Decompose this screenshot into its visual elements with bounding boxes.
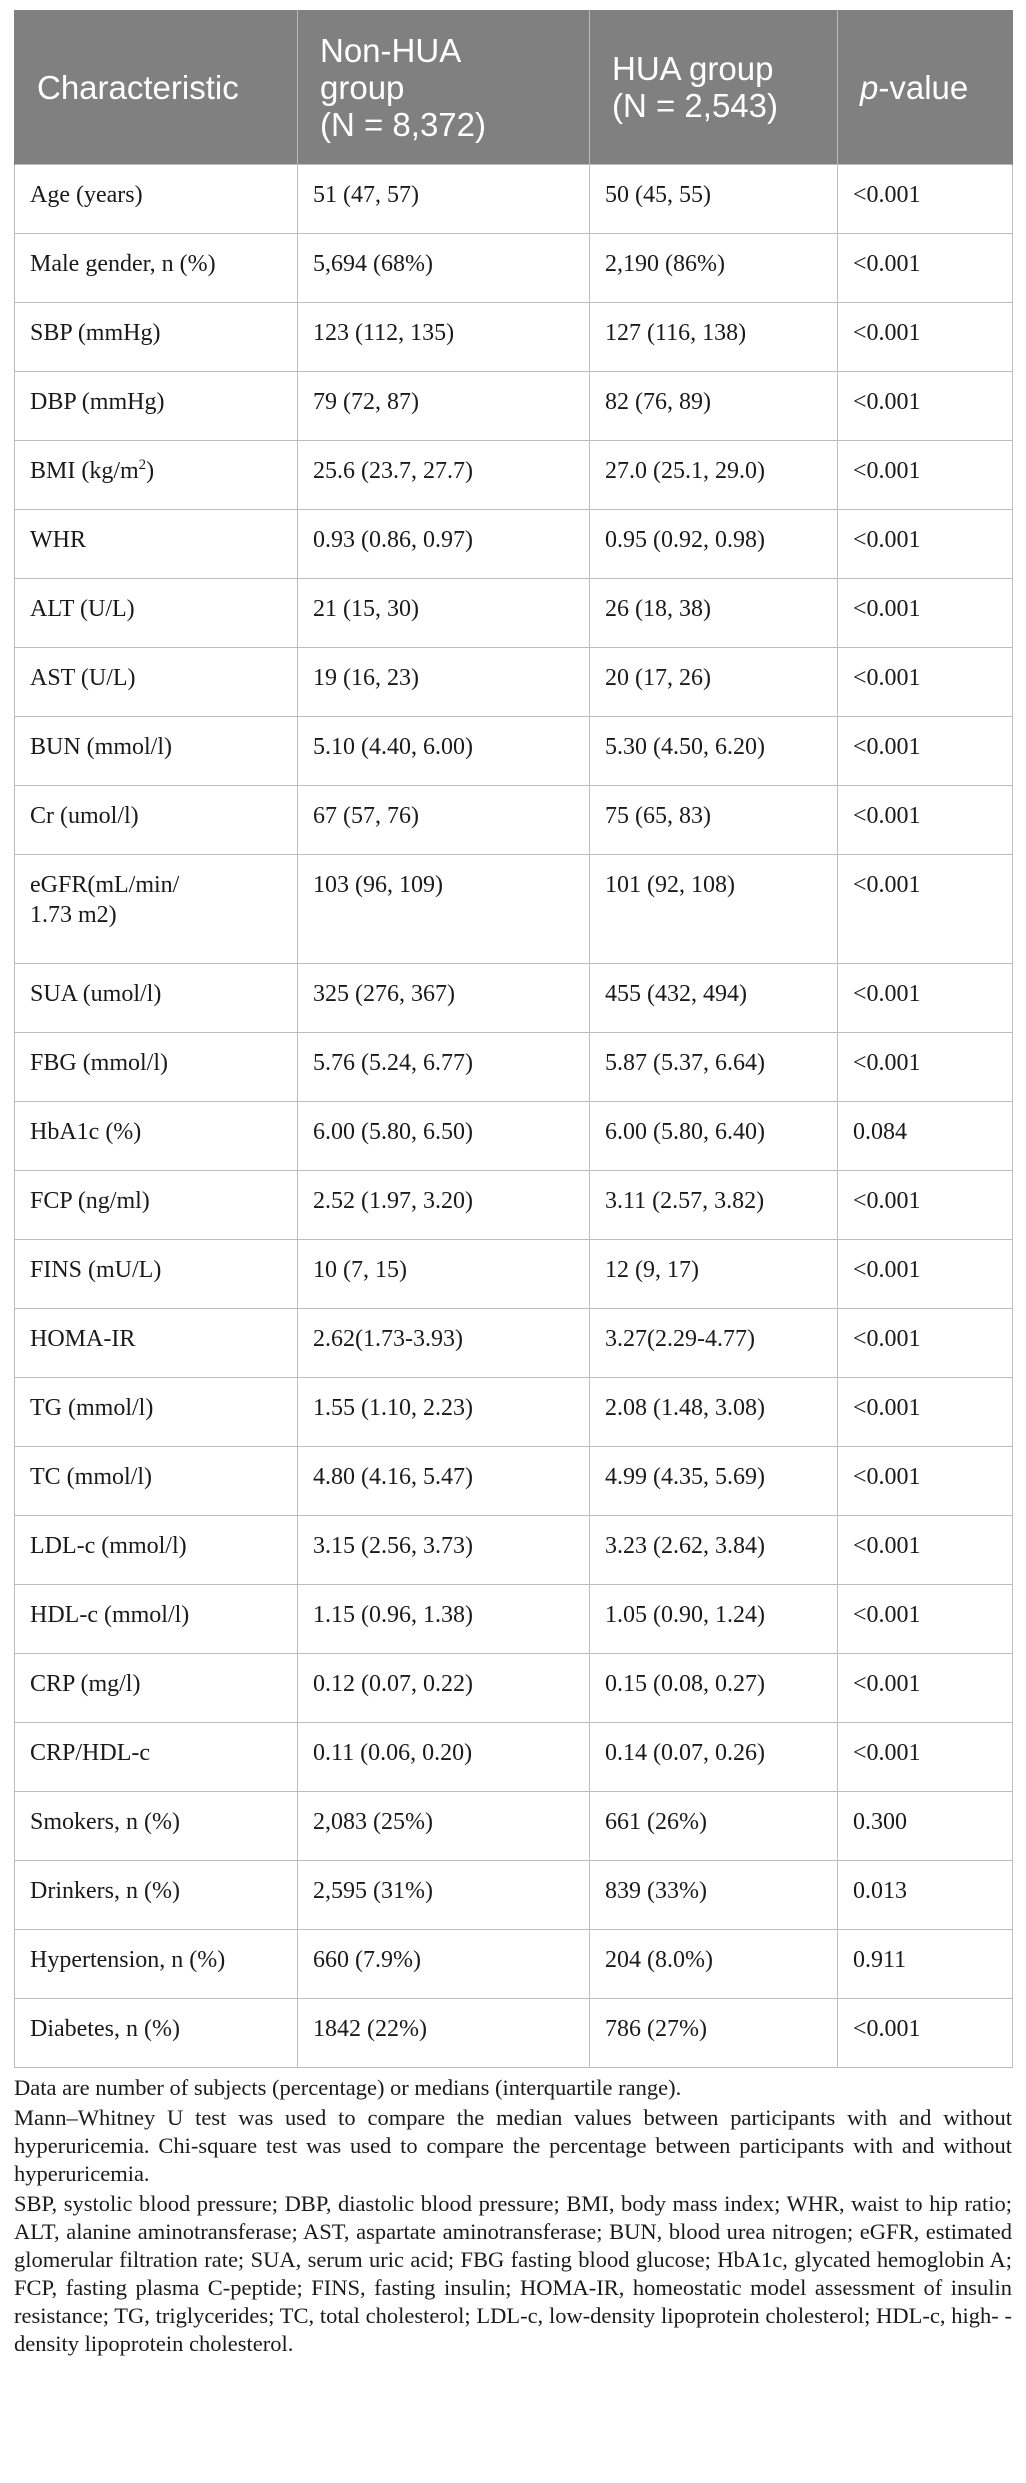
row-label-cell (15, 1792, 298, 1861)
row-label-cell (15, 1378, 298, 1447)
non-hua-value-cell: 5.10 (4.40, 6.00) (298, 717, 590, 786)
table-row (15, 579, 1013, 648)
p-value-cell: <0.001 (838, 1723, 1013, 1792)
row-label-cell (15, 510, 298, 579)
hua-value-cell: 786 (27%) (590, 1999, 838, 2068)
hua-value-cell: 1.05 (0.90, 1.24) (590, 1585, 838, 1654)
row-label: TG (mmol/l) (30, 1395, 154, 1421)
row-label: Diabetes, n (%) (30, 2016, 180, 2042)
row-label: BMI (kg/m (30, 458, 139, 484)
non-hua-value-cell: 2.52 (1.97, 3.20) (298, 1171, 590, 1240)
header-characteristic (15, 10, 298, 165)
footnote-paragraph: Mann–Whitney U test was used to compare the median values between participants with and without hyperuricemia. Chi-square test was used to compare the percentage between participants with and without hyperuricemia. (14, 2105, 1012, 2186)
table-row (15, 1999, 1013, 2068)
table-row (15, 1033, 1013, 1102)
p-value-cell: <0.001 (838, 441, 1013, 510)
row-label-cell (15, 372, 298, 441)
hua-value-cell: 4.99 (4.35, 5.69) (590, 1447, 838, 1516)
non-hua-value-cell: 103 (96, 109) (298, 855, 590, 964)
header-hua-line-1: HUA group (612, 50, 774, 87)
p-value-cell: <0.001 (838, 1654, 1013, 1723)
non-hua-value-cell: 25.6 (23.7, 27.7) (298, 441, 590, 510)
non-hua-value-cell: 79 (72, 87) (298, 372, 590, 441)
row-label-line-2: 1.73 m2) (30, 902, 117, 928)
p-value-cell: <0.001 (838, 579, 1013, 648)
table-row (15, 717, 1013, 786)
hua-value-cell: 2.08 (1.48, 3.08) (590, 1378, 838, 1447)
hua-value-cell: 661 (26%) (590, 1792, 838, 1861)
non-hua-value-cell: 10 (7, 15) (298, 1240, 590, 1309)
non-hua-value-cell: 2.62(1.73-3.93) (298, 1309, 590, 1378)
footnote-paragraph: SBP, systolic blood pressure; DBP, diastolic blood pressure; BMI, body mass index; WHR, waist to hip ratio; ALT, alanine aminotransferase; AST, aspartate aminotransferase; BUN, blood urea nitrogen; eGFR, estimated glomerular filtration rate; SUA, serum uric acid; FBG fasting blood glucose; HbA1c, glycated hemoglobin A; FCP, fasting plasma C-peptide; FINS, fasting insulin; HOMA-IR, homeostatic model assessment of insulin resistance; TG, triglycerides; TC, total cholesterol; LDL-c, low-density lipoprotein cholesterol; HDL-c, high- -density lipoprotein cholesterol. (14, 2191, 1012, 2356)
table-row (15, 234, 1013, 303)
table-row (15, 1723, 1013, 1792)
p-value-cell: <0.001 (838, 1033, 1013, 1102)
p-value-cell: <0.001 (838, 1585, 1013, 1654)
hua-value-cell: 75 (65, 83) (590, 786, 838, 855)
non-hua-value-cell: 0.11 (0.06, 0.20) (298, 1723, 590, 1792)
row-label-cell (15, 1723, 298, 1792)
row-label-cell (15, 1585, 298, 1654)
row-label-cell (15, 165, 298, 234)
table-row (15, 1654, 1013, 1723)
hua-value-cell: 839 (33%) (590, 1861, 838, 1930)
row-label-cell (15, 1516, 298, 1585)
p-value-cell: <0.001 (838, 1240, 1013, 1309)
hua-value-cell: 3.27(2.29-4.77) (590, 1309, 838, 1378)
row-label: FCP (ng/ml) (30, 1188, 150, 1214)
hua-value-cell: 50 (45, 55) (590, 165, 838, 234)
table-row (15, 372, 1013, 441)
row-label-cell (15, 717, 298, 786)
table-row (15, 510, 1013, 579)
hua-value-cell: 3.11 (2.57, 3.82) (590, 1171, 838, 1240)
p-value-cell: <0.001 (838, 1378, 1013, 1447)
header-non-hua-line-3: (N = 8,372) (320, 105, 486, 143)
p-value-cell: <0.001 (838, 648, 1013, 717)
hua-value-cell: 0.95 (0.92, 0.98) (590, 510, 838, 579)
row-label-cell (15, 786, 298, 855)
row-label: SUA (umol/l) (30, 981, 162, 1007)
row-label: Smokers, n (%) (30, 1809, 180, 1835)
header-row (15, 10, 1013, 165)
p-value-cell: <0.001 (838, 1447, 1013, 1516)
table-row (15, 165, 1013, 234)
p-value-cell: <0.001 (838, 964, 1013, 1033)
table-row (15, 441, 1013, 510)
non-hua-value-cell: 5,694 (68%) (298, 234, 590, 303)
header-non-hua-line-2: group (320, 68, 405, 106)
row-label: Drinkers, n (%) (30, 1878, 180, 1904)
row-label-cell (15, 964, 298, 1033)
p-value-cell: 0.911 (838, 1930, 1013, 1999)
hua-value-cell: 3.23 (2.62, 3.84) (590, 1516, 838, 1585)
row-label: FINS (mU/L) (30, 1257, 162, 1283)
table-header (15, 10, 1013, 165)
p-value-cell: <0.001 (838, 786, 1013, 855)
p-value-cell: <0.001 (838, 1516, 1013, 1585)
hua-value-cell: 6.00 (5.80, 6.40) (590, 1102, 838, 1171)
row-label: HOMA-IR (30, 1326, 136, 1352)
header-p-rest: -value (878, 68, 969, 106)
row-label: eGFR(mL/min/ (30, 872, 180, 898)
p-value-cell: <0.001 (838, 855, 1013, 964)
table-row (15, 855, 1013, 964)
row-label: FBG (mmol/l) (30, 1050, 169, 1076)
non-hua-value-cell: 5.76 (5.24, 6.77) (298, 1033, 590, 1102)
non-hua-value-cell: 6.00 (5.80, 6.50) (298, 1102, 590, 1171)
non-hua-value-cell: 1.55 (1.10, 2.23) (298, 1378, 590, 1447)
non-hua-value-cell: 2,595 (31%) (298, 1861, 590, 1930)
hua-value-cell: 5.30 (4.50, 6.20) (590, 717, 838, 786)
table-row (15, 1378, 1013, 1447)
row-label-cell (15, 648, 298, 717)
row-label: SBP (mmHg) (30, 320, 161, 346)
row-label-cell (15, 1654, 298, 1723)
row-label: WHR (30, 527, 86, 553)
characteristics-table (14, 10, 1013, 2068)
p-value-cell: <0.001 (838, 303, 1013, 372)
table-row (15, 303, 1013, 372)
row-label-cell (15, 303, 298, 372)
row-label: TC (mmol/l) (30, 1464, 152, 1490)
table-row (15, 786, 1013, 855)
hua-value-cell: 204 (8.0%) (590, 1930, 838, 1999)
row-label-cell (15, 1930, 298, 1999)
table-row (15, 1171, 1013, 1240)
characteristics-table-wrapper (14, 10, 1012, 2068)
non-hua-value-cell: 325 (276, 367) (298, 964, 590, 1033)
table-row (15, 964, 1013, 1033)
row-label: Cr (umol/l) (30, 803, 139, 829)
row-label: ALT (U/L) (30, 596, 135, 622)
hua-value-cell: 26 (18, 38) (590, 579, 838, 648)
row-label-cell (15, 1240, 298, 1309)
row-label-superscript: 2 (138, 457, 147, 473)
table-row (15, 1930, 1013, 1999)
row-label: AST (U/L) (30, 665, 136, 691)
p-value-cell: <0.001 (838, 510, 1013, 579)
non-hua-value-cell: 4.80 (4.16, 5.47) (298, 1447, 590, 1516)
non-hua-value-cell: 660 (7.9%) (298, 1930, 590, 1999)
table-body (15, 165, 1013, 2068)
hua-value-cell: 127 (116, 138) (590, 303, 838, 372)
row-label: Age (years) (30, 182, 143, 208)
p-value-cell: 0.013 (838, 1861, 1013, 1930)
hua-value-cell: 2,190 (86%) (590, 234, 838, 303)
table-row (15, 1585, 1013, 1654)
hua-value-cell: 455 (432, 494) (590, 964, 838, 1033)
row-label: Hypertension, n (%) (30, 1947, 226, 1973)
row-label-cell (15, 1033, 298, 1102)
row-label-cell (15, 234, 298, 303)
non-hua-value-cell: 19 (16, 23) (298, 648, 590, 717)
header-non-hua (298, 10, 590, 165)
row-label-cell (15, 1309, 298, 1378)
p-value-cell: <0.001 (838, 1999, 1013, 2068)
non-hua-value-cell: 123 (112, 135) (298, 303, 590, 372)
hua-value-cell: 0.15 (0.08, 0.27) (590, 1654, 838, 1723)
non-hua-value-cell: 51 (47, 57) (298, 165, 590, 234)
header-p-italic: p (860, 68, 879, 106)
p-value-cell: 0.084 (838, 1102, 1013, 1171)
p-value-cell: <0.001 (838, 234, 1013, 303)
hua-value-cell: 82 (76, 89) (590, 372, 838, 441)
non-hua-value-cell: 1842 (22%) (298, 1999, 590, 2068)
non-hua-value-cell: 67 (57, 76) (298, 786, 590, 855)
hua-value-cell: 0.14 (0.07, 0.26) (590, 1723, 838, 1792)
non-hua-value-cell: 0.12 (0.07, 0.22) (298, 1654, 590, 1723)
header-non-hua-line-1: Non-HUA (320, 31, 462, 69)
non-hua-value-cell: 2,083 (25%) (298, 1792, 590, 1861)
table-row (15, 1516, 1013, 1585)
table-row (15, 648, 1013, 717)
p-value-cell: <0.001 (838, 1309, 1013, 1378)
p-value-cell: <0.001 (838, 165, 1013, 234)
table-row (15, 1792, 1013, 1861)
table-row (15, 1447, 1013, 1516)
header-hua (590, 10, 838, 165)
p-value-cell: 0.300 (838, 1792, 1013, 1861)
row-label: Male gender, n (%) (30, 251, 216, 277)
row-label-cell (15, 579, 298, 648)
row-label: DBP (mmHg) (30, 389, 165, 415)
row-label: LDL-c (mmol/l) (30, 1533, 187, 1559)
row-label-cell (15, 1999, 298, 2068)
row-label: HbA1c (%) (30, 1119, 142, 1145)
non-hua-value-cell: 1.15 (0.96, 1.38) (298, 1585, 590, 1654)
hua-value-cell: 101 (92, 108) (590, 855, 838, 964)
non-hua-value-cell: 21 (15, 30) (298, 579, 590, 648)
table-row (15, 1240, 1013, 1309)
non-hua-value-cell: 3.15 (2.56, 3.73) (298, 1516, 590, 1585)
table-row (15, 1309, 1013, 1378)
row-label-cell (15, 441, 298, 510)
hua-value-cell: 27.0 (25.1, 29.0) (590, 441, 838, 510)
row-label-cell (15, 1171, 298, 1240)
row-label-cell (15, 855, 298, 964)
row-label-cell (15, 1102, 298, 1171)
footnote-paragraph: Data are number of subjects (percentage) or medians (interquartile range). (14, 2075, 682, 2100)
hua-value-cell: 20 (17, 26) (590, 648, 838, 717)
hua-value-cell: 12 (9, 17) (590, 1240, 838, 1309)
row-label: BUN (mmol/l) (30, 734, 172, 760)
table-footnotes (14, 2074, 1012, 2360)
header-p-value-text (860, 69, 1000, 106)
table-row (15, 1861, 1013, 1930)
row-label-cell (15, 1447, 298, 1516)
row-label-suffix: ) (146, 458, 155, 484)
p-value-cell: <0.001 (838, 1171, 1013, 1240)
row-label: CRP (mg/l) (30, 1671, 141, 1697)
hua-value-cell: 5.87 (5.37, 6.64) (590, 1033, 838, 1102)
non-hua-value-cell: 0.93 (0.86, 0.97) (298, 510, 590, 579)
header-characteristic-text: Characteristic (37, 68, 239, 106)
header-hua-line-2: (N = 2,543) (612, 87, 778, 124)
p-value-cell: <0.001 (838, 717, 1013, 786)
p-value-cell: <0.001 (838, 372, 1013, 441)
table-row (15, 1102, 1013, 1171)
header-p-value (838, 10, 1013, 165)
row-label: HDL-c (mmol/l) (30, 1602, 190, 1628)
row-label: CRP/HDL-c (30, 1740, 150, 1766)
row-label-cell (15, 1861, 298, 1930)
